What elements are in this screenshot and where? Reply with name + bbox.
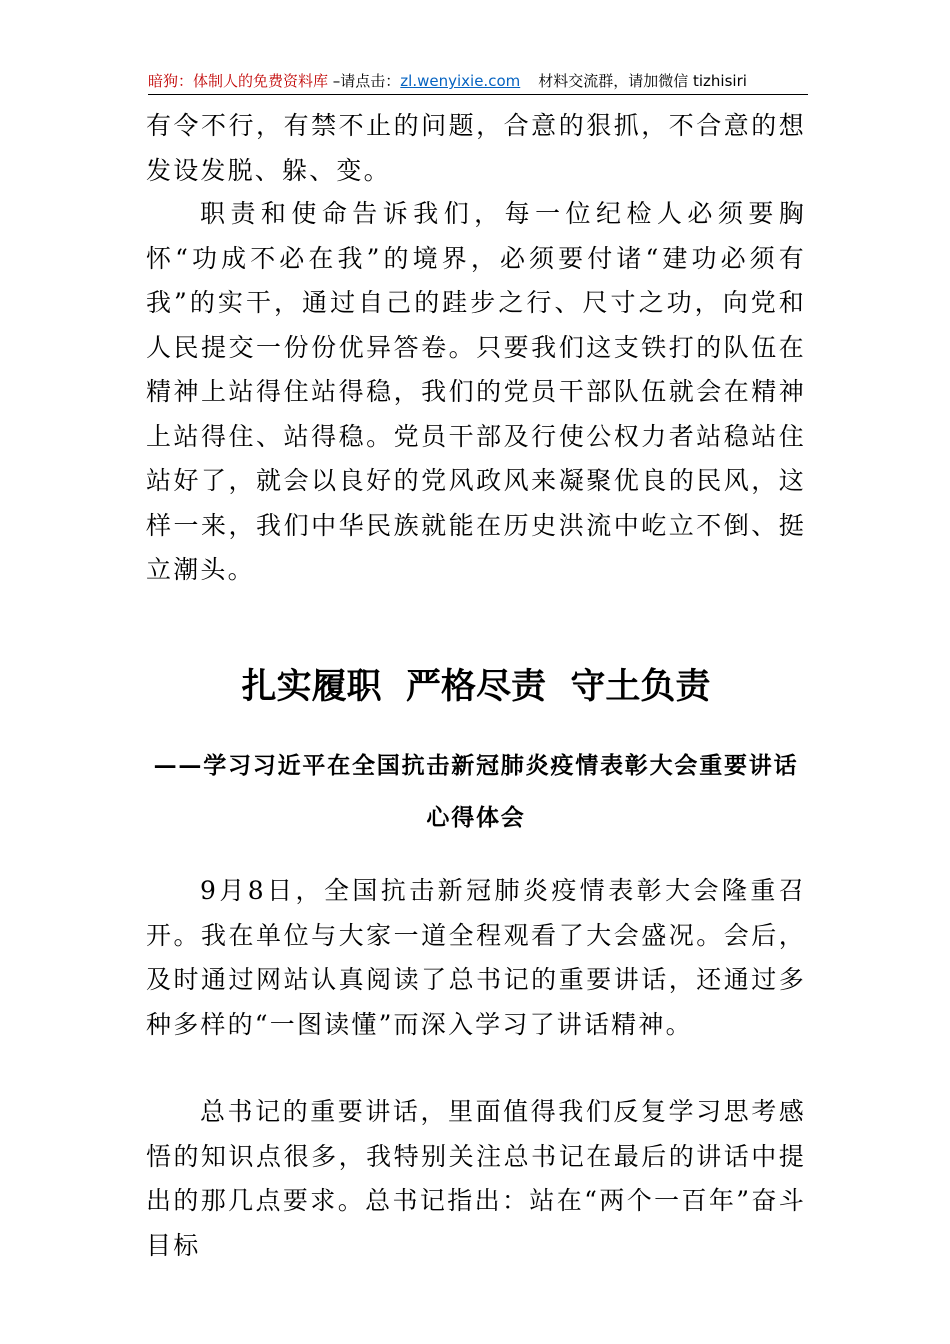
header-prompt: –请点击： <box>328 72 401 90</box>
body-paragraph: 总书记的重要讲话，里面值得我们反复学习思考感悟的知识点很多，我特别关注总书记在最后的讲话中提出的那几点要求。总书记指出：站在“两个一百年”奋斗目标 <box>146 1097 806 1260</box>
header-link[interactable]: zl.wenyixie.com <box>400 72 521 90</box>
page-header <box>148 68 808 95</box>
body-paragraph: 有令不行，有禁不止的问题，合意的狠抓，不合意的想发设发脱、躲、变。 <box>146 111 806 185</box>
article-subtitle: ——学习习近平在全国抗击新冠肺炎疫情表彰大会重要讲话心得体会 <box>153 752 799 831</box>
body-paragraph: 9月8日，全国抗击新冠肺炎疫情表彰大会隆重召开。我在单位与大家一道全程观看了大会盛况。会后，及时通过网站认真阅读了总书记的重要讲话，还通过多种多样的“一图读懂”而深入学习了讲话精神。 <box>146 876 806 1039</box>
article-title: 扎实履职 严格尽责 守土负责 <box>241 666 711 707</box>
header-brand: 暗狗：体制人的免费资料库 <box>148 72 329 90</box>
body-paragraph: 职责和使命告诉我们，每一位纪检人必须要胸怀“功成不必在我”的境界，必须要付诸“建功必须有我”的实干，通过自己的跬步之行、尺寸之功，向党和人民提交一份份优异答卷。只要我们这支铁打的队伍在精神上站得住站得稳，我们的党员干部队伍就会在精神上站得住、站得稳。党员干部及行使公权力者站稳站住站好了，就会以良好的党风政风来凝聚优良的民风，这样一来，我们中华民族就能在历史洪流中屹立不倒、挺立潮头。 <box>146 199 806 584</box>
header-contact: 材料交流群，请加微信 tizhisiri <box>538 72 747 90</box>
